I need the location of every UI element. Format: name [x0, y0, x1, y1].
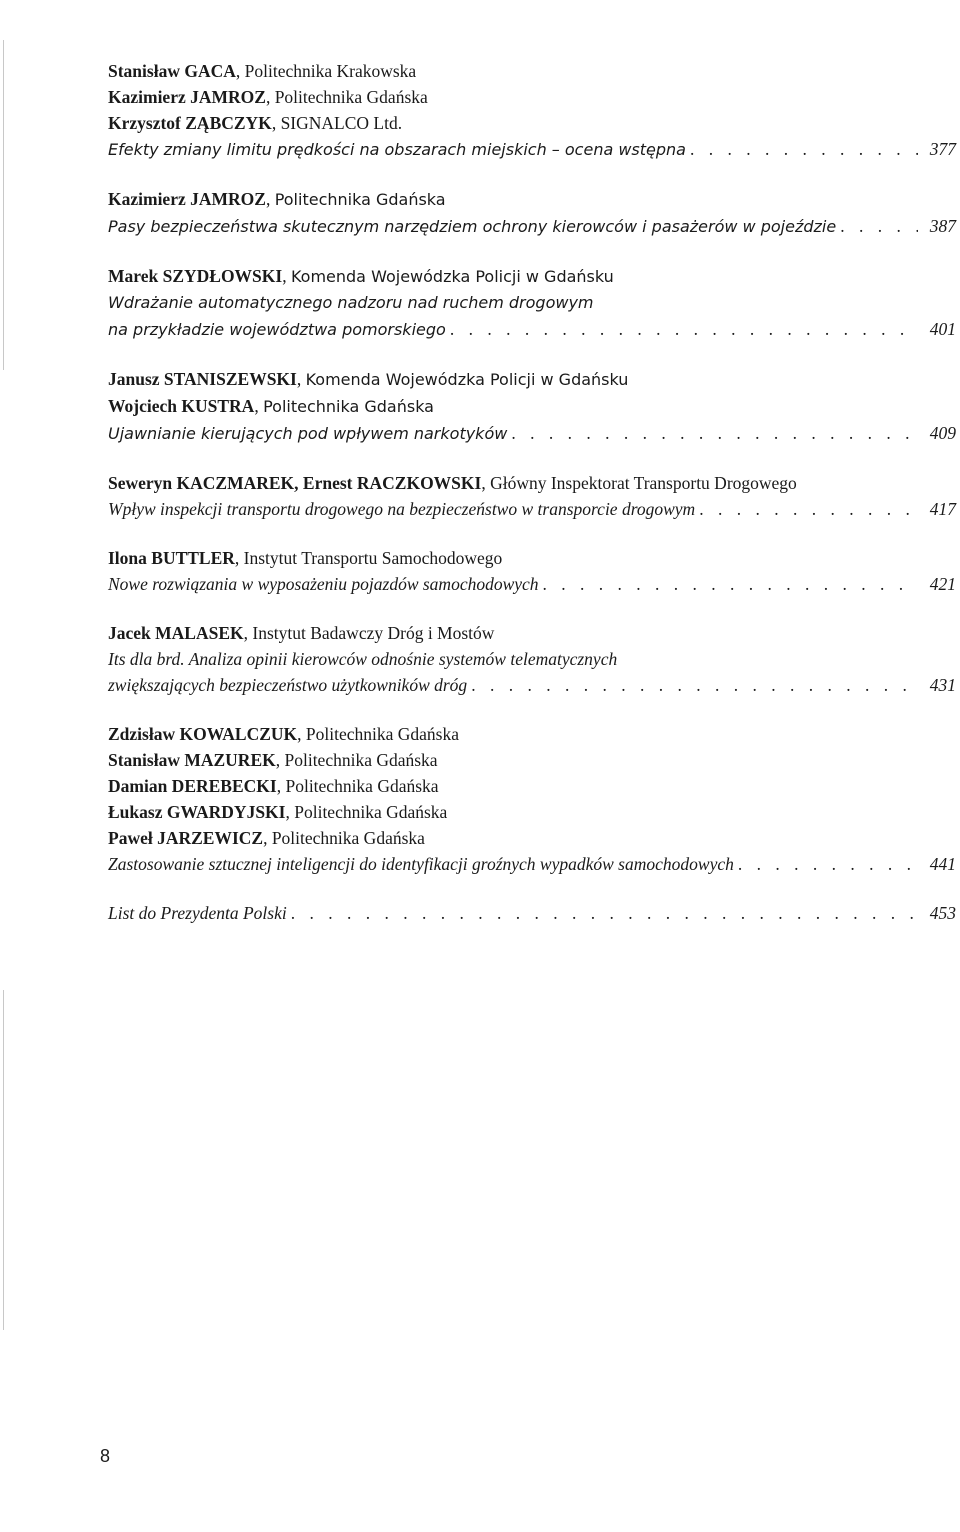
entry-title-line: [108, 851, 956, 877]
author-separator: ,: [481, 473, 491, 493]
toc-entry: [108, 366, 956, 447]
author-line: [108, 747, 956, 773]
author-separator: ,: [263, 828, 272, 848]
author-line: [108, 263, 956, 290]
entry-title: Nowe rozwiązania w wyposażeniu pojazdów samochodowych: [108, 574, 539, 594]
dot-leader: [471, 672, 918, 698]
author-line: [108, 773, 956, 799]
author-line: [108, 186, 956, 213]
author-line: [108, 620, 956, 646]
dot-leader: [511, 420, 918, 446]
dot-leader: [840, 213, 918, 239]
entry-title: Efekty zmiany limitu prędkości na obszarach miejskich – ocena wstępna: [108, 140, 686, 159]
page-number: 8: [100, 1446, 111, 1466]
entry-title-line: [108, 213, 956, 240]
author-name: Kazimierz JAMROZ: [108, 87, 266, 107]
toc-entry: [108, 263, 956, 343]
author-name: Seweryn KACZMAREK, Ernest RACZKOWSKI: [108, 473, 482, 493]
author-name: Stanisław GACA: [108, 61, 236, 81]
entry-title: zwiększających bezpieczeństwo użytkowników dróg: [108, 675, 468, 695]
author-name: Jacek MALASEK: [108, 623, 244, 643]
author-line: [108, 470, 956, 496]
author-affiliation: Komenda Wojewódzka Policji w Gdańsku: [290, 267, 614, 286]
entry-page-number: 417: [929, 499, 956, 519]
entry-title-line: [108, 900, 956, 926]
author-line: [108, 393, 956, 420]
entry-page-number: 441: [929, 854, 956, 874]
dot-leader: [291, 900, 918, 926]
author-line: [108, 825, 956, 851]
author-affiliation: Politechnika Gdańska: [305, 724, 459, 744]
author-affiliation: Politechnika Gdańska: [274, 87, 428, 107]
dot-leader: [738, 851, 918, 877]
author-affiliation: Politechnika Gdańska: [285, 776, 439, 796]
author-separator: ,: [276, 776, 286, 796]
author-separator: ,: [234, 548, 244, 568]
author-separator: ,: [254, 396, 264, 416]
entry-title-line: [108, 646, 956, 672]
author-separator: ,: [243, 623, 253, 643]
entry-title: List do Prezydenta Polski: [108, 903, 287, 923]
author-affiliation: SIGNALCO Ltd.: [280, 113, 403, 133]
author-affiliation: Instytut Transportu Samochodowego: [243, 548, 503, 568]
author-separator: ,: [297, 724, 306, 744]
author-name: Ilona BUTTLER: [108, 548, 235, 568]
author-name: Kazimierz JAMROZ: [108, 189, 266, 209]
author-separator: ,: [296, 369, 306, 389]
author-affiliation: Politechnika Gdańska: [284, 750, 438, 770]
author-name: Damian DEREBECKI: [108, 776, 277, 796]
entry-title: na przykładzie województwa pomorskiego: [108, 320, 446, 339]
dot-leader: [699, 496, 918, 522]
author-name: Janusz STANISZEWSKI: [108, 369, 297, 389]
entry-title: Pasy bezpieczeństwa skutecznym narzędziem ochrony kierowców i pasażerów w pojeździe: [108, 217, 837, 236]
toc-entry: [108, 545, 956, 597]
entry-title-line: [108, 571, 956, 597]
author-affiliation: Główny Inspektorat Transportu Drogowego: [490, 473, 797, 493]
author-name: Stanisław MAZUREK: [108, 750, 276, 770]
entry-title-line: [108, 496, 956, 522]
dot-leader: [450, 316, 918, 342]
author-separator: ,: [282, 266, 291, 286]
toc-entry: [108, 470, 956, 522]
dot-leader: [690, 136, 918, 162]
toc-entry: [108, 620, 956, 698]
entry-page-number: 421: [929, 574, 956, 594]
author-affiliation: Politechnika Gdańska: [271, 828, 425, 848]
author-affiliation: Politechnika Krakowska: [244, 61, 417, 81]
entry-title: Its dla brd. Analiza opinii kierowców odnośnie systemów telematycznych: [108, 649, 618, 669]
author-separator: ,: [275, 750, 285, 770]
author-name: Marek SZYDŁOWSKI: [108, 266, 283, 286]
author-line: [108, 58, 956, 84]
entry-title: Zastosowanie sztucznej inteligencji do identyfikacji groźnych wypadków samochodowych: [108, 854, 734, 874]
entry-page-number: 401: [929, 319, 956, 339]
author-line: [108, 545, 956, 571]
toc-entry: [108, 186, 956, 240]
entry-page-number: 387: [929, 216, 956, 236]
author-separator: ,: [265, 189, 275, 209]
scan-margin-mark: [3, 40, 4, 370]
entry-page-number: 431: [929, 675, 956, 695]
author-affiliation: Politechnika Gdańska: [274, 190, 446, 209]
entry-page-number: 377: [929, 139, 956, 159]
author-separator: ,: [265, 87, 275, 107]
entry-page-number: 409: [929, 423, 956, 443]
entry-title: Wdrażanie automatycznego nadzoru nad ruchem drogowym: [108, 293, 594, 312]
dot-leader: [543, 571, 918, 597]
author-affiliation: Instytut Badawczy Dróg i Mostów: [252, 623, 495, 643]
author-name: Wojciech KUSTRA: [108, 396, 255, 416]
author-name: Łukasz GWARDYJSKI: [108, 802, 286, 822]
scan-margin-mark: [3, 990, 4, 1330]
author-line: [108, 721, 956, 747]
author-affiliation: Politechnika Gdańska: [294, 802, 448, 822]
entry-title-line: [108, 672, 956, 698]
author-line: [108, 110, 956, 136]
entry-title: Wpływ inspekcji transportu drogowego na bezpieczeństwo w transporcie drogowym: [108, 499, 696, 519]
author-affiliation: Komenda Wojewódzka Policji w Gdańsku: [305, 370, 629, 389]
table-of-contents: [108, 58, 956, 949]
author-name: Zdzisław KOWALCZUK: [108, 724, 298, 744]
author-name: Krzysztof ZĄBCZYK: [108, 113, 272, 133]
entry-title-line: [108, 420, 956, 447]
entry-title-line: [108, 136, 956, 163]
author-name: Paweł JARZEWICZ: [108, 828, 264, 848]
author-line: [108, 366, 956, 393]
entry-page-number: 453: [929, 903, 956, 923]
author-affiliation: Politechnika Gdańska: [263, 397, 434, 416]
author-separator: ,: [235, 61, 245, 81]
author-separator: ,: [285, 802, 295, 822]
toc-entry: [108, 721, 956, 877]
entry-title-line: [108, 316, 956, 343]
author-line: [108, 84, 956, 110]
author-separator: ,: [271, 113, 281, 133]
toc-entry: [108, 58, 956, 163]
entry-title: Ujawnianie kierujących pod wpływem narkotyków: [108, 424, 508, 443]
entry-title-line: [108, 290, 956, 316]
author-line: [108, 799, 956, 825]
toc-entry: [108, 900, 956, 926]
